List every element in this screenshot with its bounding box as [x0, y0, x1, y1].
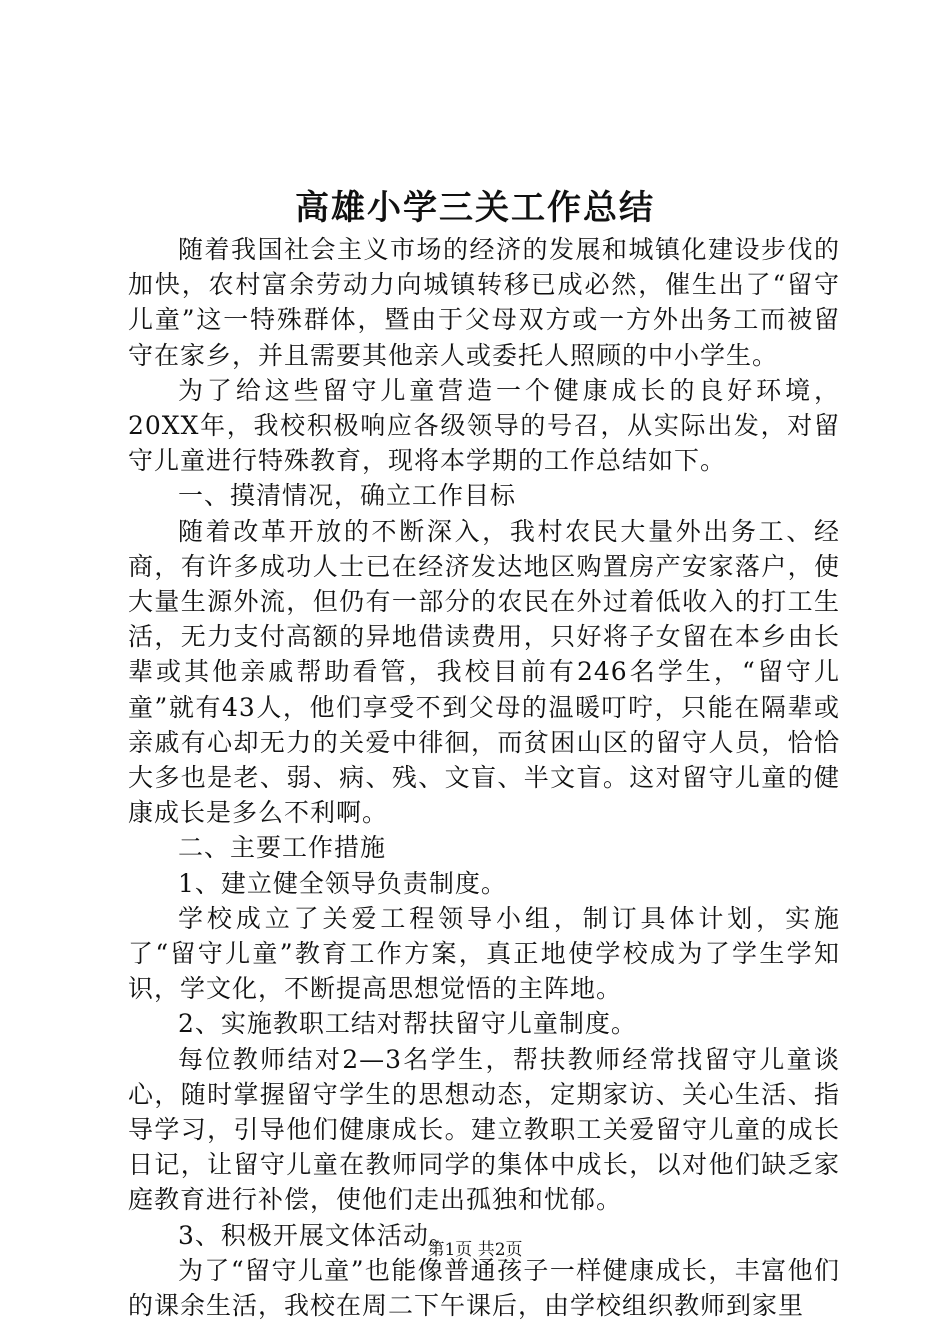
paragraph: 为了给这些留守儿童营造一个健康成长的良好环境，20XX年，我校积极响应各级领导的号召，从实际出发，对留守儿童进行特殊教育，现将本学期的工作总结如下。	[128, 375, 840, 476]
subsection-heading: 3、积极开展文体活动。	[178, 1220, 455, 1250]
paragraph: 每位教师结对2—3名学生，帮扶教师经常找留守儿童谈心，随时掌握留守学生的思想动态，定期家访、关心生活、指导学习，引导他们健康成长。建立教职工关爱留守儿童的成长日记，让留守儿童在教师同学的集体中成长，以对他们缺乏家庭教育进行补偿，使他们走出孤独和忧郁。	[128, 1044, 840, 1215]
paragraph: 为了“留守儿童”也能像普通孩子一样健康成长，丰富他们的课余生活，我校在周二下午课后，由学校组织教师到家里	[128, 1255, 840, 1321]
section-heading: 一、摸清情况，确立工作目标	[178, 481, 517, 511]
page-footer: 第1页 共2页	[427, 1240, 523, 1260]
document-body	[128, 232, 840, 1323]
subsection-heading: 2、实施教职工结对帮扶留守儿童制度。	[178, 1009, 637, 1039]
paragraph: 随着改革开放的不断深入，我村农民大量外出务工、经商，有许多成功人士已在经济发达地区购置房产安家落户，使大量生源外流，但仍有一部分的农民在外过着低收入的打工生活，无力支付高额的异地借读费用，只好将子女留在本乡由长辈或其他亲戚帮助看管，我校目前有246名学生，“留守儿童”就有43人，他们享受不到父母的温暖叮咛，只能在隔辈或亲戚有心却无力的关爱中徘徊，而贫困山区的留守人员，恰恰大多也是老、弱、病、残、文盲、半文盲。这对留守儿童的健康成长是多么不利啊。	[128, 516, 840, 828]
paragraph: 随着我国社会主义市场的经济的发展和城镇化建设步伐的加快，农村富余劳动力向城镇转移已成必然，催生出了“留守儿童”这一特殊群体，暨由于父母双方或一方外出务工而被留守在家乡，并且需要其他亲人或委托人照顾的中小学生。	[128, 235, 840, 370]
document-title: 高雄小学三关工作总结	[295, 188, 655, 228]
section-heading: 二、主要工作措施	[178, 833, 387, 863]
subsection-heading: 1、建立健全领导负责制度。	[178, 868, 507, 898]
paragraph: 学校成立了关爱工程领导小组，制订具体计划，实施了“留守儿童”教育工作方案，真正地使学校成为了学生学知识，学文化，不断提高思想觉悟的主阵地。	[128, 903, 840, 1004]
